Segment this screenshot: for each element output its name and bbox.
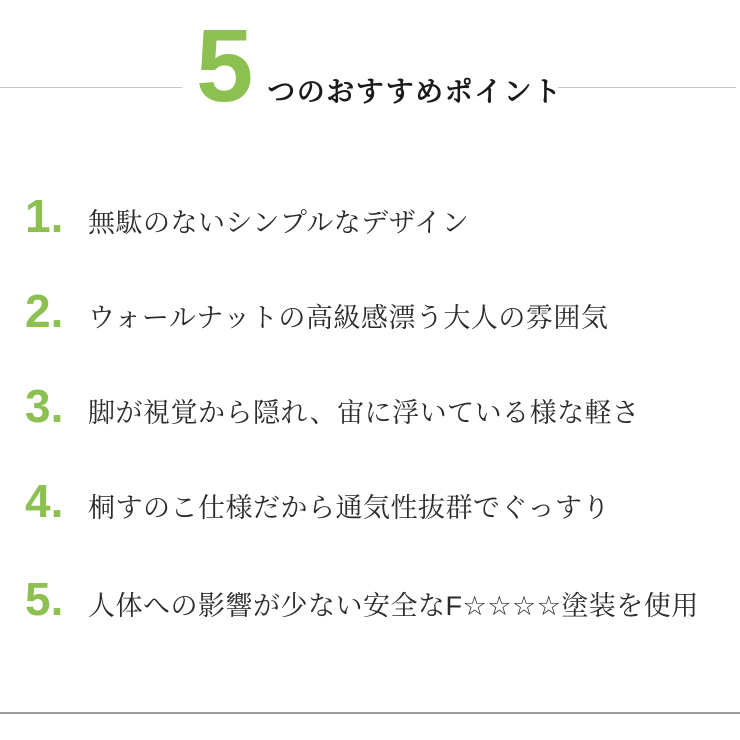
point-text-5: 人体への影響が少ない安全なF☆☆☆☆塗装を使用 [88,591,699,621]
point-row-1 [25,190,470,242]
point-number-5: 5. [25,573,64,625]
title-divider-left [0,87,182,88]
point-row-4 [25,475,610,527]
bottom-divider [0,712,740,714]
point-row-5 [25,573,699,625]
page-title-big-number: 5 [196,8,254,123]
point-number-1: 1. [25,190,64,242]
point-number-2: 2. [25,285,64,337]
page-title-text: つのおすすめポイント [267,76,563,107]
point-number-3: 3. [25,380,64,432]
point-text-3: 脚が視覚から隠れ、宙に浮いている様な軽さ [88,398,640,428]
title-divider-right [558,87,736,88]
point-text-4: 桐すのこ仕様だから通気性抜群でぐっすり [88,493,610,523]
point-row-3 [25,380,640,432]
point-row-2 [25,285,609,337]
page-title [196,8,563,123]
point-text-1: 無駄のないシンプルなデザイン [88,208,470,238]
point-number-4: 4. [25,475,64,527]
point-text-2: ウォールナットの高級感漂う大人の雰囲気 [88,303,609,333]
